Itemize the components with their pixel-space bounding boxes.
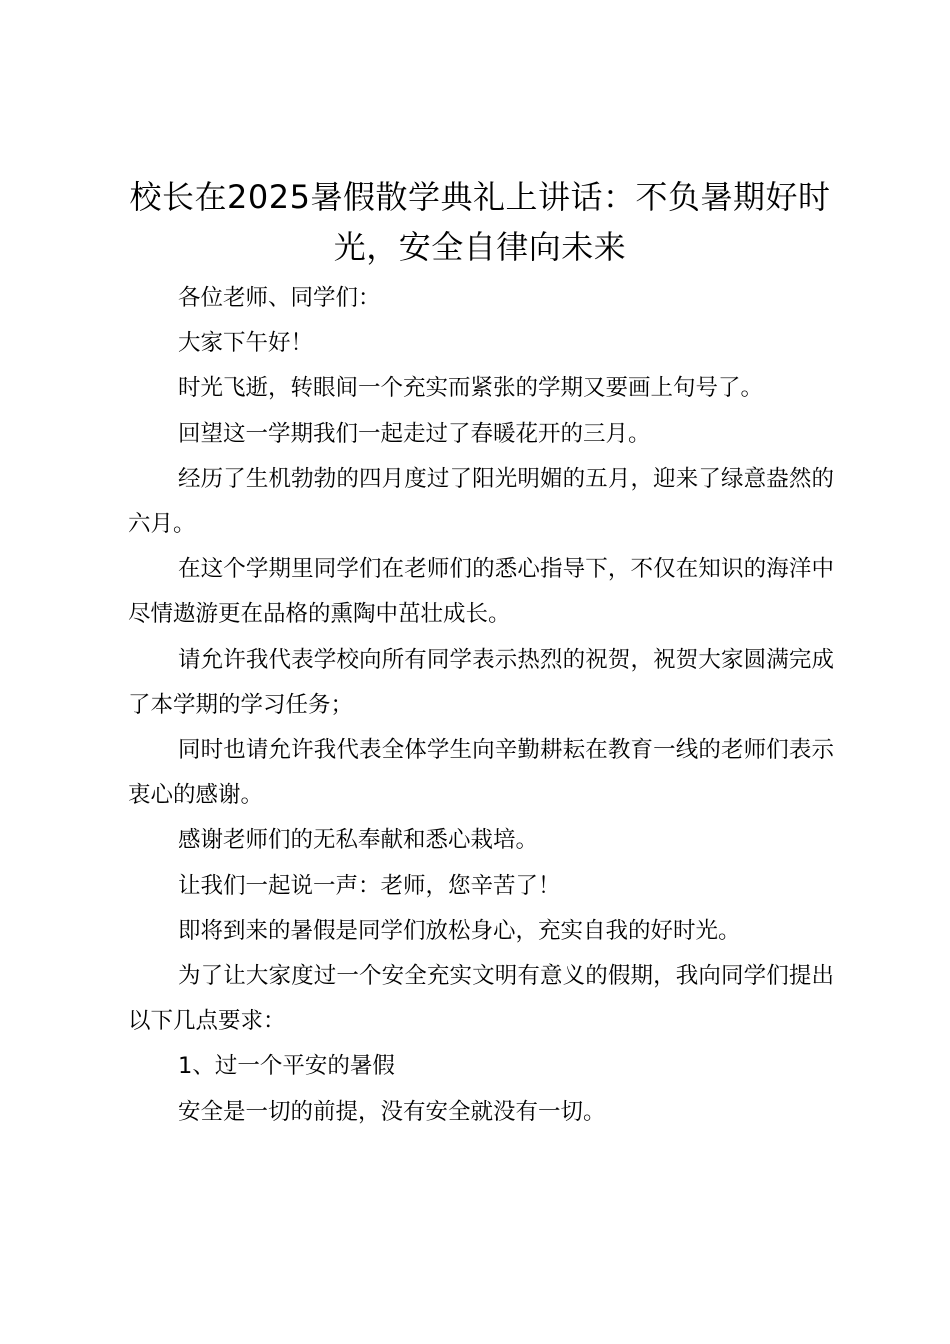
paragraph: 安全是一切的前提，没有安全就没有一切。 (178, 1098, 606, 1125)
paragraph: 时光飞逝，转眼间一个充实而紧张的学期又要画上句号了。 (178, 375, 764, 402)
paragraph: 即将到来的暑假是同学们放松身心，充实自我的好时光。 (178, 917, 741, 944)
section-heading: 1、过一个平安的暑假 (178, 1053, 395, 1080)
paragraph: 回望这一学期我们一起走过了春暖花开的三月。 (178, 420, 651, 447)
paragraph: 为了让大家度过一个安全充实文明有意义的假期，我向同学们提出以下几点要求： (128, 963, 834, 1035)
document-body (128, 276, 834, 1135)
document-title: 校长在2025暑假散学典礼上讲话：不负暑期好时光，安全自律向未来 (129, 178, 831, 266)
paragraph: 让我们一起说一声：老师，您辛苦了！ (178, 872, 561, 899)
paragraph-hello: 大家下午好！ (178, 330, 314, 357)
paragraph: 请允许我代表学校向所有同学表示热烈的祝贺，祝贺大家圆满完成了本学期的学习任务； (128, 646, 834, 718)
paragraph-greeting: 各位老师、同学们： (178, 285, 381, 311)
paragraph: 同时也请允许我代表全体学生向辛勤耕耘在教育一线的老师们表示衷心的感谢。 (128, 737, 834, 809)
paragraph: 在这个学期里同学们在老师们的悉心指导下，不仅在知识的海洋中尽情遨游更在品格的熏陶中茁壮成长。 (128, 556, 834, 628)
paragraph: 经历了生机勃勃的四月度过了阳光明媚的五月，迎来了绿意盎然的六月。 (128, 465, 834, 538)
paragraph: 感谢老师们的无私奉献和悉心栽培。 (178, 827, 539, 854)
